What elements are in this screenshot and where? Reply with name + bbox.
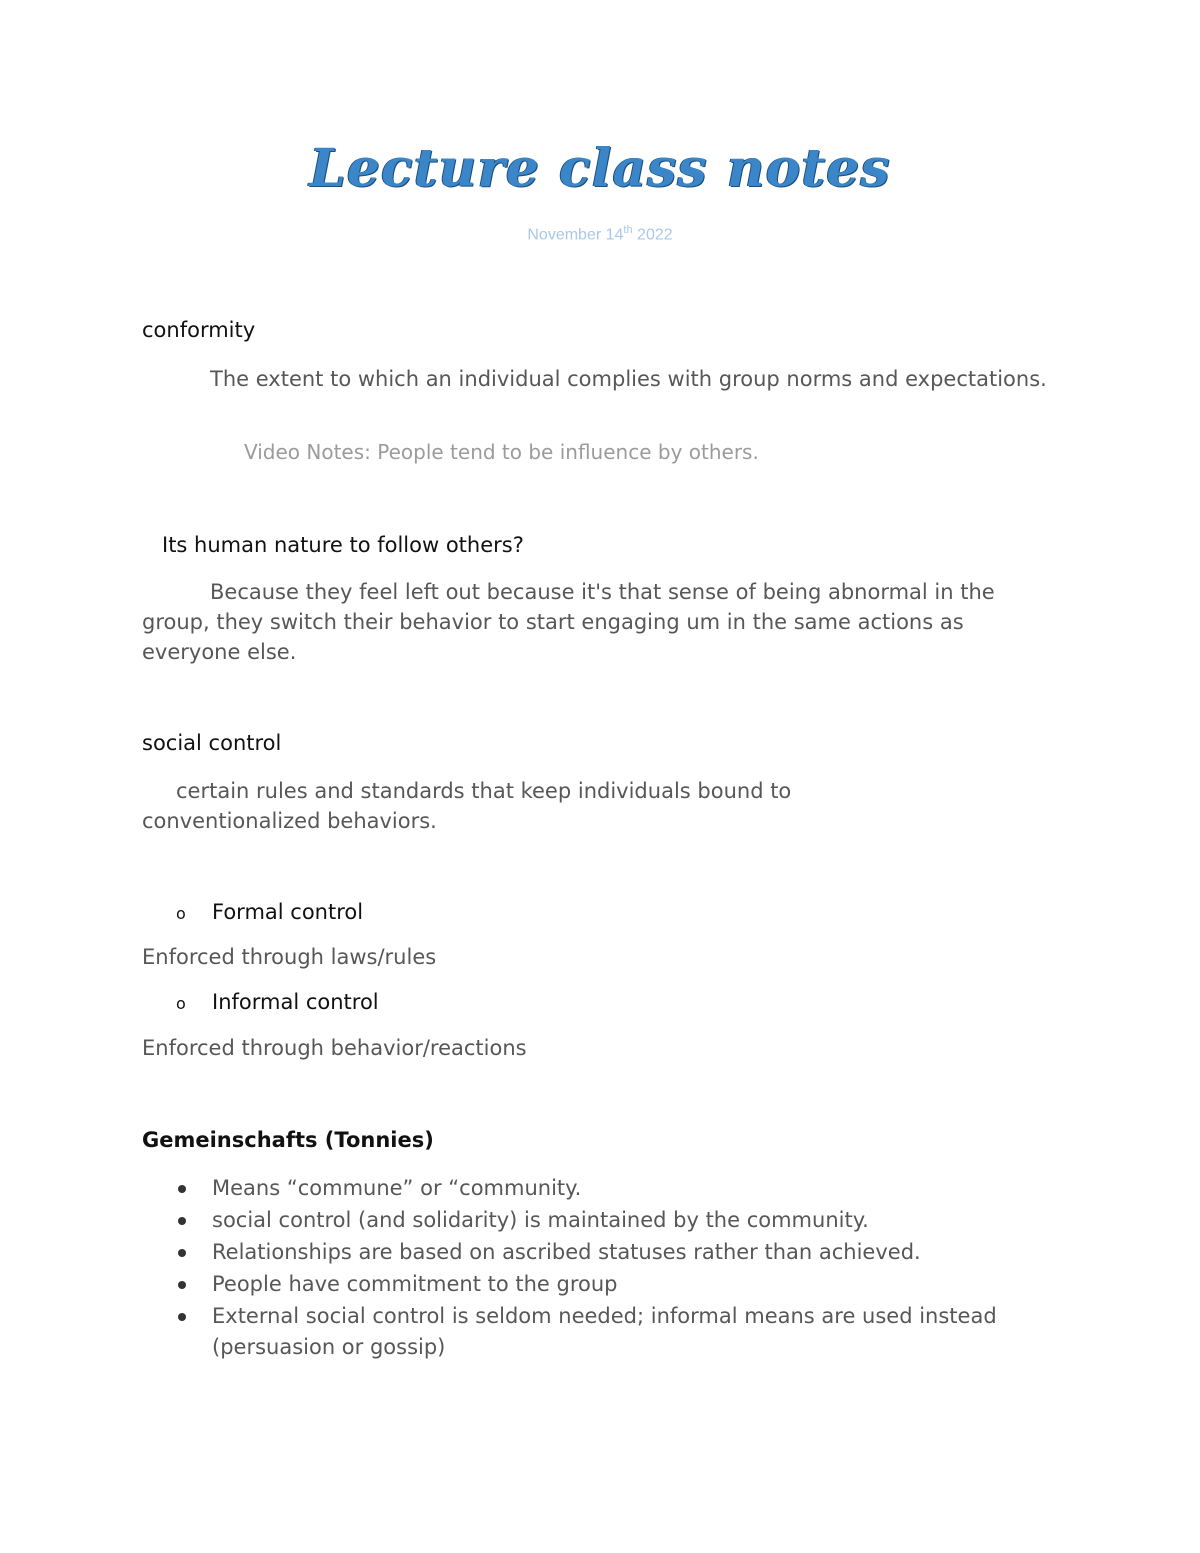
list-item [176,1205,1056,1236]
list-item [176,1301,1056,1363]
bullet-dot-icon [178,1249,186,1257]
date-suffix: th [623,224,633,236]
document-date [0,224,1200,244]
informal-control-item [176,990,379,1014]
formal-control-desc: Enforced through laws/rules [142,945,437,969]
conformity-definition: The extent to which an individual complies with group norms and expectations. [210,367,1047,391]
list-item-text: People have commitment to the group [212,1272,618,1296]
list-item-text: Means “commune” or “community. [212,1176,582,1200]
list-item-text: Relationships are based on ascribed statuses rather than achieved. [212,1240,921,1264]
conformity-heading: conformity [142,318,256,342]
circle-bullet-icon: o [176,904,186,923]
list-item [176,1269,1056,1300]
gemeinschaft-bullet-list [176,1173,1056,1364]
bullet-dot-icon [178,1185,186,1193]
formal-control-label: Formal control [212,900,364,924]
human-nature-heading: Its human nature to follow others? [162,533,524,557]
bullet-dot-icon [178,1281,186,1289]
social-control-definition: certain rules and standards that keep individuals bound to conventionalized behaviors. [142,779,792,833]
document-title: Lecture class notes [309,138,891,199]
list-item-text: External social control is seldom needed; informal means are used instead (persuasion or gossip) [212,1304,997,1359]
list-item [176,1173,1056,1204]
date-prefix: November 14 [527,226,624,244]
informal-control-label: Informal control [212,990,379,1014]
conformity-video-note: Video Notes: People tend to be influence by others. [244,440,759,464]
formal-control-item [176,900,363,924]
social-control-heading: social control [142,731,282,755]
list-item-text: social control (and solidarity) is maintained by the community. [212,1208,869,1232]
informal-control-desc: Enforced through behavior/reactions [142,1036,527,1060]
bullet-dot-icon [178,1313,186,1321]
bullet-dot-icon [178,1217,186,1225]
circle-bullet-icon: o [176,994,186,1013]
list-item [176,1237,1056,1268]
human-nature-answer: Because they feel left out because it's that sense of being abnormal in the group, they switch their behavior to start engaging um in the same actions as everyone else. [142,580,995,664]
gemeinschaft-heading: Gemeinschafts (Tonnies) [142,1128,434,1152]
date-year: 2022 [637,226,673,244]
